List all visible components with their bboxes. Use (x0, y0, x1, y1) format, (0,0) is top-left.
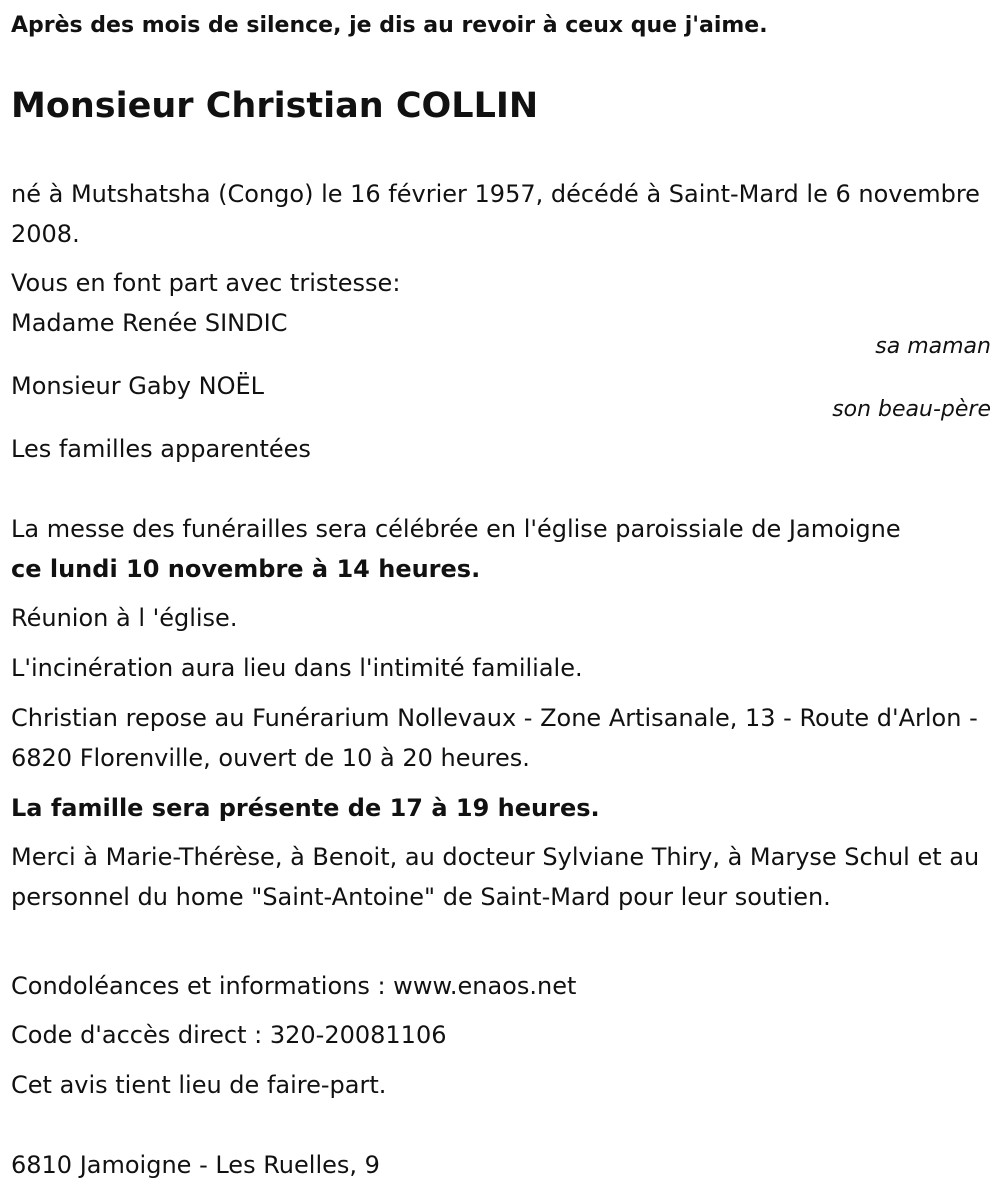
meeting-info: Réunion à l 'église. (11, 604, 238, 632)
birth-death-info: né à Mutshatsha (Congo) le 16 février 1957, décédé à Saint-Mard le 6 novembre 2008. (11, 180, 980, 248)
family-member-name: Monsieur Gaby NOËL (11, 372, 264, 400)
funeral-info (11, 509, 991, 589)
related-families: Les familles apparentées (11, 435, 311, 463)
rest-place-info: Christian repose au Funérarium Nollevaux - Zone Artisanale, 13 - Route d'Arlon - 6820 Florenville, ouvert de 10 à 20 heures. (11, 704, 978, 772)
thanks-text: Merci à Marie-Thérèse, à Benoit, au docteur Sylviane Thiry, à Maryse Schul et au personnel du home "Saint-Antoine" de Saint-Mard pour leur soutien. (11, 843, 980, 911)
access-code: Code d'accès direct : 320-20081106 (11, 1021, 447, 1049)
funeral-date: ce lundi 10 novembre à 14 heures. (11, 555, 481, 583)
motto: Après des mois de silence, je dis au revoir à ceux que j'aime. (11, 13, 768, 38)
funeral-text: La messe des funérailles sera célébrée en l'église paroissiale de Jamoigne (11, 515, 901, 543)
deceased-name: Monsieur Christian COLLIN (11, 86, 539, 126)
family-presence: La famille sera présente de 17 à 19 heures. (11, 794, 600, 822)
family-member-relation: son beau-père (832, 397, 991, 422)
family-member-name: Madame Renée SINDIC (11, 309, 288, 337)
condolences-info: Condoléances et informations : www.enaos.net (11, 972, 577, 1000)
family-member-relation: sa maman (875, 334, 991, 359)
notice-text: Cet avis tient lieu de faire-part. (11, 1071, 387, 1099)
address: 6810 Jamoigne - Les Ruelles, 9 (11, 1151, 380, 1179)
announce-intro: Vous en font part avec tristesse: (11, 269, 401, 297)
cremation-info: L'incinération aura lieu dans l'intimité familiale. (11, 654, 583, 682)
